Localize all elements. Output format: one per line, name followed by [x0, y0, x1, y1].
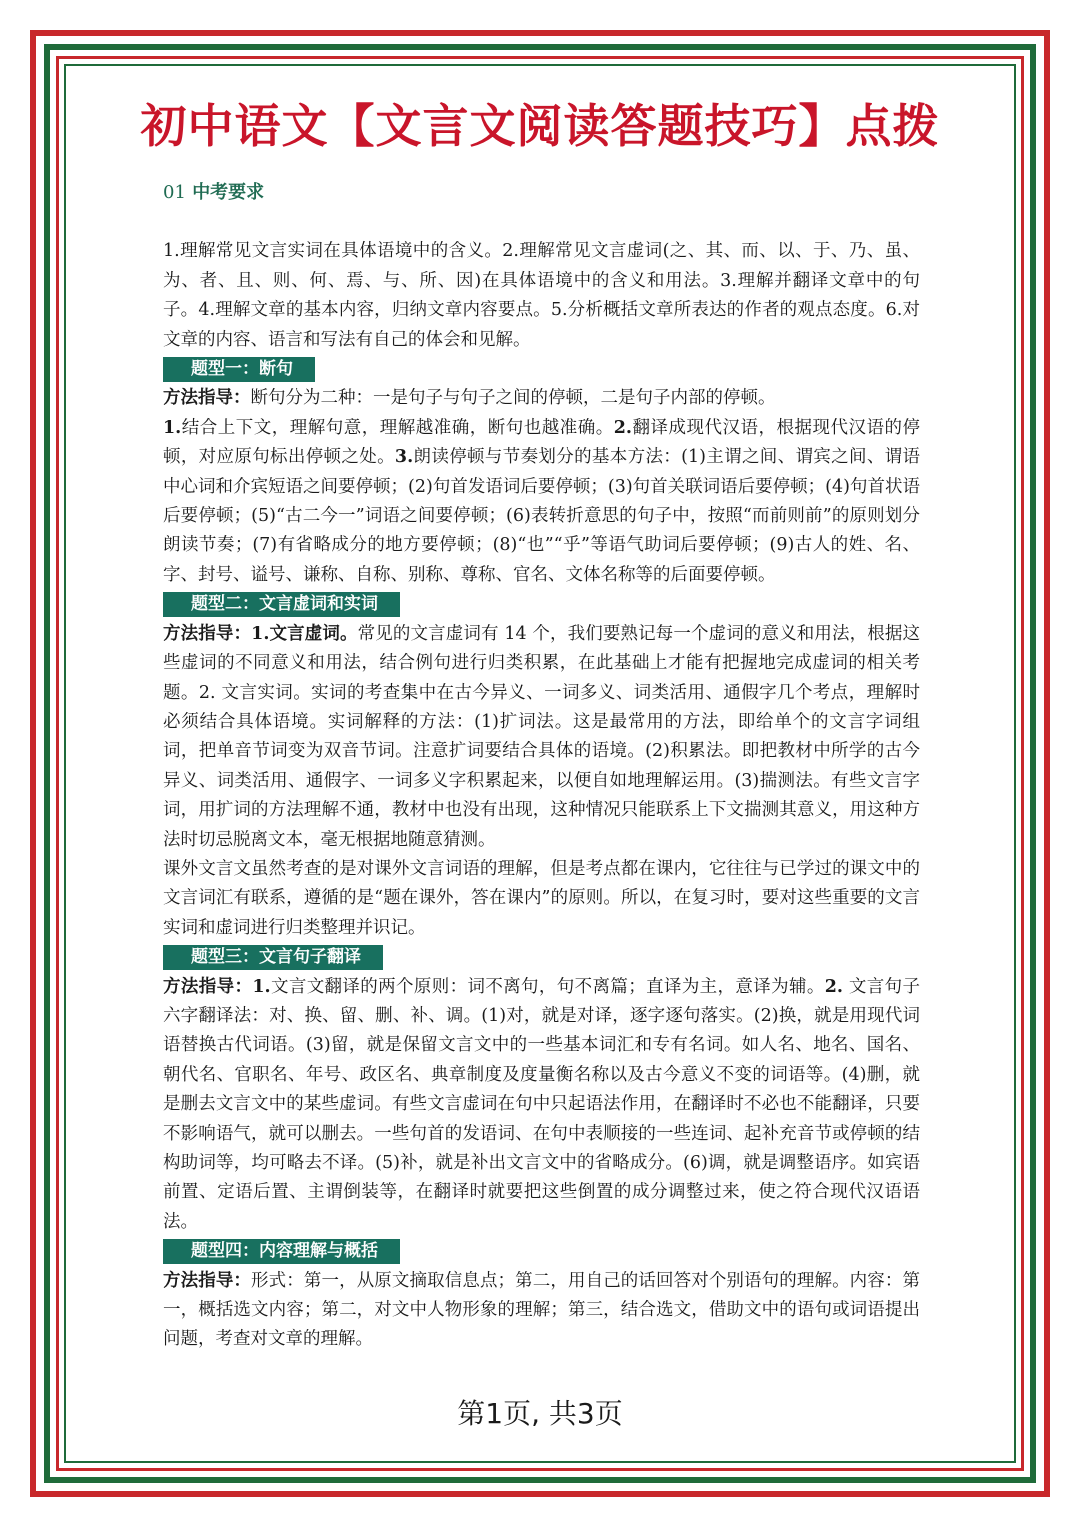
type-1-num-3: 3.	[394, 447, 414, 468]
guidance-label: 方法指导：	[163, 388, 251, 409]
type-3-text-1: 文言文翻译的两个原则：词不离句，句不离篇；直译为主，意译为辅。	[270, 976, 825, 997]
requirements-paragraph: 1.理解常见文言实词在具体语境中的含义。2.理解常见文言虚词(之、其、而、以、于、乃、虽、为、者、且、则、何、焉、与、所、因)在具体语境中的含义和用法。3.理解并翻译文章中的句子。4.理解文章的基本内容，归纳文章内容要点。5.分析概括文章所表达的作者的观点态度。6.对文章的内容、语言和写法有自己的体会和见解。	[163, 241, 920, 350]
guidance-label: 方法指导：	[163, 623, 252, 644]
type-4-text-1: 形式：第一，从原文摘取信息点；第二，用自己的话回答对个别语句的理解。内容：第一，概括选文内容；第二，对文中人物形象的理解；第三，结合选文，借助文中的语句或词语提出问题，考查对文章的理解。	[163, 1270, 921, 1350]
type-3-num-2: 2.	[824, 976, 843, 997]
type-1-guidance	[163, 384, 920, 413]
type-1-num-1: 1.	[163, 417, 182, 438]
type-1-methods	[163, 414, 920, 590]
type-2-text-1: 常见的文言虚词有 14 个，我们要熟记每一个虚词的意义和用法，根据这些虚词的不同意义和用法，结合例句进行归类积累，在此基础上才能有把握地完成虚词的相关考题。2. 文言实词。实词的考查集中在古今异义、一词多义、词类活用、通假字几个考点，理解时必须结合具体语境。实词解释的方法：(1)扩词法。这是最常用的方法，即给单个的文言字词组词，把单音节词变为双音节词。注意扩词要结合具体的语境。(2)积累法。即把教材中所学的古今异义、词类活用、通假字、一词多义字积累起来，以便自如地理解运用。(3)揣测法。有些文言字词，用扩词的方法理解不通，教材中也没有出现，这种情况只能联系上下文揣测其意义，用这种方法时切忌脱离文本，毫无根据地随意猜测。	[163, 623, 920, 850]
type-4-heading: 题型四：内容理解与概括	[163, 1239, 400, 1264]
type-2-num-1: 1.文言虚词。	[251, 623, 358, 644]
type-4-guidance	[163, 1267, 920, 1355]
type-2-guidance	[163, 620, 920, 855]
type-3-heading: 题型三：文言句子翻译	[163, 945, 383, 970]
section-number: 01	[163, 182, 186, 203]
type-2-heading: 题型二：文言虚词和实词	[163, 592, 400, 617]
type-1-method-1: 结合上下文，理解句意，理解越准确，断句也越准确。	[181, 417, 614, 438]
guidance-label: 方法指导：	[163, 1270, 252, 1291]
section-label: 中考要求	[192, 182, 265, 203]
section-heading	[163, 178, 920, 207]
type-2-paragraph-2: 课外文言文虽然考查的是对课外文言词语的理解，但是考点都在课内，它往往与已学过的课文中的文言词汇有联系，遵循的是“题在课外，答在课内”的原则。所以，在复习时，要对这些重要的文言实词和虚词进行归类整理并识记。	[163, 858, 920, 938]
type-3-text-2: 文言句子六字翻译法：对、换、留、删、补、调。(1)对，就是对译，逐字逐句落实。(2)换，就是用现代词语替换古代词语。(3)留，就是保留文言文中的一些基本词汇和专有名词。如人名、地名、国名、朝代名、官职名、年号、政区名、典章制度及度量衡名称以及古今意义不变的词语等。(4)删，就是删去文言文中的某些虚词。有些文言虚词在句中只起语法作用，在翻译时不必也不能翻译，只要不影响语气，就可以删去。一些句首的发语词、在句中表顺接的一些连词、起补充音节或停顿的结构助词等，均可略去不译。(5)补，就是补出文言文中的省略成分。(6)调，就是调整语序。如宾语前置、定语后置、主谓倒装等，在翻译时就要把这些倒置的成分调整过来，使之符合现代汉语语法。	[163, 976, 921, 1232]
type-1-heading: 题型一：断句	[163, 357, 315, 382]
type-1-method-3: 朗读停顿与节奏划分的基本方法：(1)主谓之间、谓宾之间、谓语中心词和介宾短语之间要停顿；(2)句首发语词后要停顿；(3)句首关联词语后要停顿；(4)句首状语后要停顿；(5)“古二今一”词语之间要停顿；(6)表转折意思的句子中，按照“而前则前”的原则划分朗读节奏；(7)有省略成分的地方要停顿；(8)“也”“乎”等语气助词后要停顿；(9)古人的姓、名、字、封号、谥号、谦称、自称、别称、尊称、官名、文体名称等的后面要停顿。	[163, 447, 920, 585]
page-number: 第1页, 共3页	[457, 1397, 623, 1430]
type-3-num-1: 1.	[252, 976, 271, 997]
type-1-num-2: 2.	[613, 417, 633, 438]
type-3-guidance	[163, 973, 920, 1238]
guidance-label: 方法指导：	[163, 976, 253, 997]
type-1-text-1: 断句分为二种：一是句子与句子之间的停顿，二是句子内部的停顿。	[250, 388, 776, 409]
type-1-method-2: 翻译成现代汉语，根据现代汉语的停顿，对应原句标出停顿之处。	[163, 417, 921, 468]
page-title: 初中语文【文言文阅读答题技巧】点拨	[140, 99, 940, 153]
document-body	[163, 178, 920, 1355]
